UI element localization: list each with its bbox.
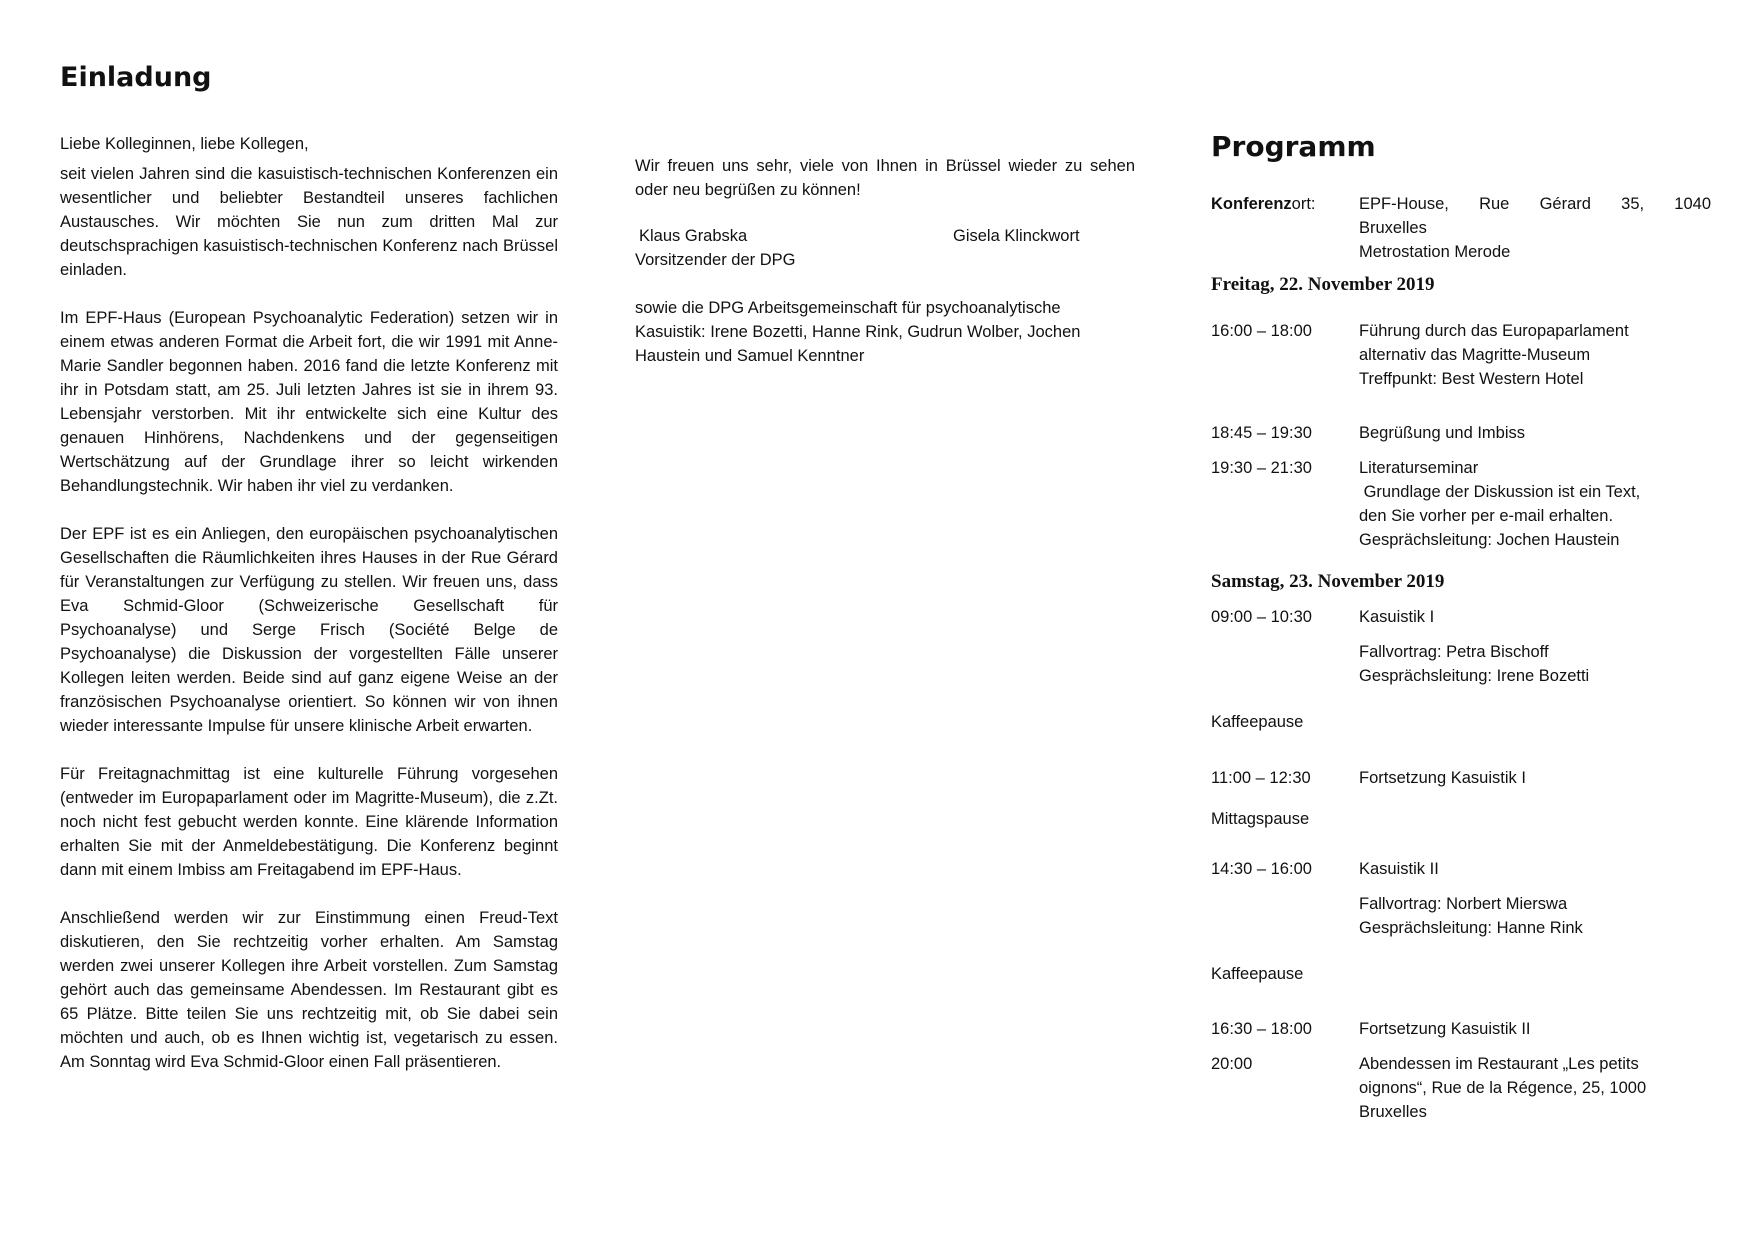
venue — [1211, 192, 1711, 264]
signer-1-block — [635, 224, 953, 248]
saturday-session-4 — [1211, 1017, 1711, 1041]
saturday-heading: Samstag, 23. November 2019 — [1211, 571, 1445, 592]
item-title: Fortsetzung Kasuistik II — [1359, 1020, 1531, 1038]
venue-label-rest: ort: — [1291, 195, 1316, 213]
item-line: Abendessen im Restaurant „Les petits — [1359, 1055, 1639, 1073]
item-desc — [1359, 456, 1711, 552]
item-time: 16:30 – 18:00 — [1211, 1020, 1312, 1038]
item-time: 18:45 – 19:30 — [1211, 424, 1312, 442]
venue-line-2: Bruxelles — [1359, 219, 1427, 237]
signer-2-name: Gisela Klinckwort — [953, 227, 1080, 245]
item-time: 09:00 – 10:30 — [1211, 608, 1312, 626]
item-line: Gesprächsleitung: Hanne Rink — [1359, 919, 1583, 937]
paragraph-3: Der EPF ist es ein Anliegen, den europäischen psychoanalytischen Gesellschaften die Räumlichkeiten ihres Hauses in der Rue Gérard für Veranstaltungen zur Verfügung zu stellen. Wir freuen uns, dass Eva Schmid-Gloor (Schweizerische Gesellschaft für Psychoanalyse) und Serge Frisch (Société Belge de Psychoanalyse) die Diskussion der vorgestellten Fälle unserer Kollegen leiten werden. Beide sind auf ganz eigene Weise an der französischen Psychoanalyse orientiert. So können wir von ihnen wieder interessante Impulse für unsere klinische Arbeit erwarten. — [60, 525, 558, 735]
working-group-text: sowie die DPG Arbeitsgemeinschaft für psychoanalytische Kasuistik: Irene Bozetti, Hanne Rink, Gudrun Wolber, Jochen Haustein und Samuel Kenntner — [635, 299, 1081, 365]
item-title: Fortsetzung Kasuistik I — [1359, 769, 1526, 787]
coffee-break-2: Kaffeepause — [1211, 965, 1304, 983]
programm-title: Programm — [1211, 130, 1376, 163]
paragraph-4: Für Freitagnachmittag ist eine kulturelle Führung vorgesehen (entweder im Europaparlament oder im Magritte-Museum), die z.Zt. noch nicht fest gebucht werden konnte. Eine klärende Information erhalten Sie mit der Anmeldebestätigung. Die Konferenz beginnt dann mit einem Imbiss am Freitagabend im EPF-Haus. — [60, 765, 558, 879]
paragraph-2: Im EPF-Haus (European Psychoanalytic Federation) setzen wir in einem etwas anderen Format die Arbeit fort, die wir 1991 mit Anne-Marie Sandler begonnen haben. 2016 fand die letzte Konferenz mit ihr in Potsdam statt, am 25. Juli letzten Jahres ist sie in ihrem 93. Lebensjahr verstorben. Mit ihr entwickelte sich eine Kultur des genauen Hinhörens, Nachdenkens und der gegenseitigen Wertschätzung auf der Grundlage ihrer so leicht wirkenden Behandlungstechnik. Wir haben ihr viel zu verdanken. — [60, 309, 558, 495]
item-line: alternativ das Magritte-Museum — [1359, 346, 1591, 364]
venue-label-bold: Konferenz — [1211, 195, 1292, 213]
friday-heading: Freitag, 22. November 2019 — [1211, 274, 1435, 295]
paragraph-1: seit vielen Jahren sind die kasuistisch-technischen Konferenzen ein wesentlicher und beliebter Bestandteil unseres fachlichen Austausches. Wir möchten Sie nun zum dritten Mal zur deutschsprachigen kasuistisch-technischen Konferenz nach Brüssel einladen. — [60, 165, 558, 279]
item-line: Fallvortrag: Petra Bischoff — [1359, 643, 1549, 661]
einladung-column — [60, 60, 558, 1074]
venue-label — [1211, 192, 1359, 264]
signer-1-role: Vorsitzender der DPG — [635, 251, 796, 269]
venue-address — [1359, 192, 1711, 264]
closing-column — [635, 154, 1135, 368]
item-time: 14:30 – 16:00 — [1211, 860, 1312, 878]
programm-column — [1211, 128, 1711, 1124]
lunch-break: Mittagspause — [1211, 810, 1310, 828]
item-line: Literaturseminar — [1359, 459, 1479, 477]
salutation: Liebe Kolleginnen, liebe Kollegen, — [60, 135, 309, 153]
item-line: Bruxelles — [1359, 1103, 1427, 1121]
einladung-title: Einladung — [60, 62, 212, 93]
item-title: Kasuistik II — [1359, 860, 1439, 878]
item-line: Begrüßung und Imbiss — [1359, 424, 1526, 442]
item-line: Treffpunkt: Best Western Hotel — [1359, 370, 1584, 388]
friday-item-1 — [1211, 319, 1711, 391]
saturday-session-3 — [1211, 857, 1711, 881]
venue-line-1: EPF-House, Rue Gérard 35, 1040 — [1359, 195, 1711, 213]
item-time: 11:00 – 12:30 — [1211, 769, 1311, 787]
item-line: Führung durch das Europaparlament — [1359, 322, 1629, 340]
item-line: oignons“, Rue de la Régence, 25, 1000 — [1359, 1079, 1647, 1097]
venue-line-3: Metrostation Merode — [1359, 243, 1511, 261]
signatures — [635, 224, 1135, 248]
saturday-session-3-details — [1211, 892, 1711, 940]
item-line: Fallvortrag: Norbert Mierswa — [1359, 895, 1568, 913]
item-line: Gesprächsleitung: Irene Bozetti — [1359, 667, 1590, 685]
saturday-session-1-details — [1211, 640, 1711, 688]
item-desc — [1359, 319, 1711, 391]
saturday-session-1 — [1211, 605, 1711, 629]
closing-text: Wir freuen uns sehr, viele von Ihnen in Brüssel wieder zu sehen oder neu begrüßen zu können! — [635, 157, 1135, 199]
item-title: Kasuistik I — [1359, 608, 1435, 626]
item-line: Gesprächsleitung: Jochen Haustein — [1359, 531, 1620, 549]
saturday-session-2 — [1211, 766, 1711, 790]
item-time: 20:00 — [1211, 1055, 1253, 1073]
item-line: den Sie vorher per e-mail erhalten. — [1359, 507, 1614, 525]
signer-1-name: Klaus Grabska — [639, 227, 748, 245]
paragraph-5: Anschließend werden wir zur Einstimmung einen Freud-Text diskutieren, den Sie rechtzeitig vorher erhalten. Am Samstag werden zwei unserer Kollegen ihre Arbeit vorstellen. Zum Samstag gehört auch das gemeinsame Abendessen. Im Restaurant gibt es 65 Plätze. Bitte teilen Sie uns rechtzeitig mit, ob Sie dabei sein möchten und auch, ob es Ihnen wichtig ist, vegetarisch zu essen. Am Sonntag wird Eva Schmid-Gloor einen Fall präsentieren. — [60, 909, 558, 1071]
coffee-break-1: Kaffeepause — [1211, 713, 1304, 731]
friday-item-2 — [1211, 421, 1711, 445]
item-time: 19:30 – 21:30 — [1211, 459, 1312, 477]
item-time: 16:00 – 18:00 — [1211, 322, 1312, 340]
saturday-dinner — [1211, 1052, 1711, 1124]
item-line: Grundlage der Diskussion ist ein Text, — [1359, 483, 1641, 501]
item-desc — [1359, 421, 1711, 445]
friday-item-3 — [1211, 456, 1711, 552]
item-desc — [1359, 1052, 1711, 1124]
